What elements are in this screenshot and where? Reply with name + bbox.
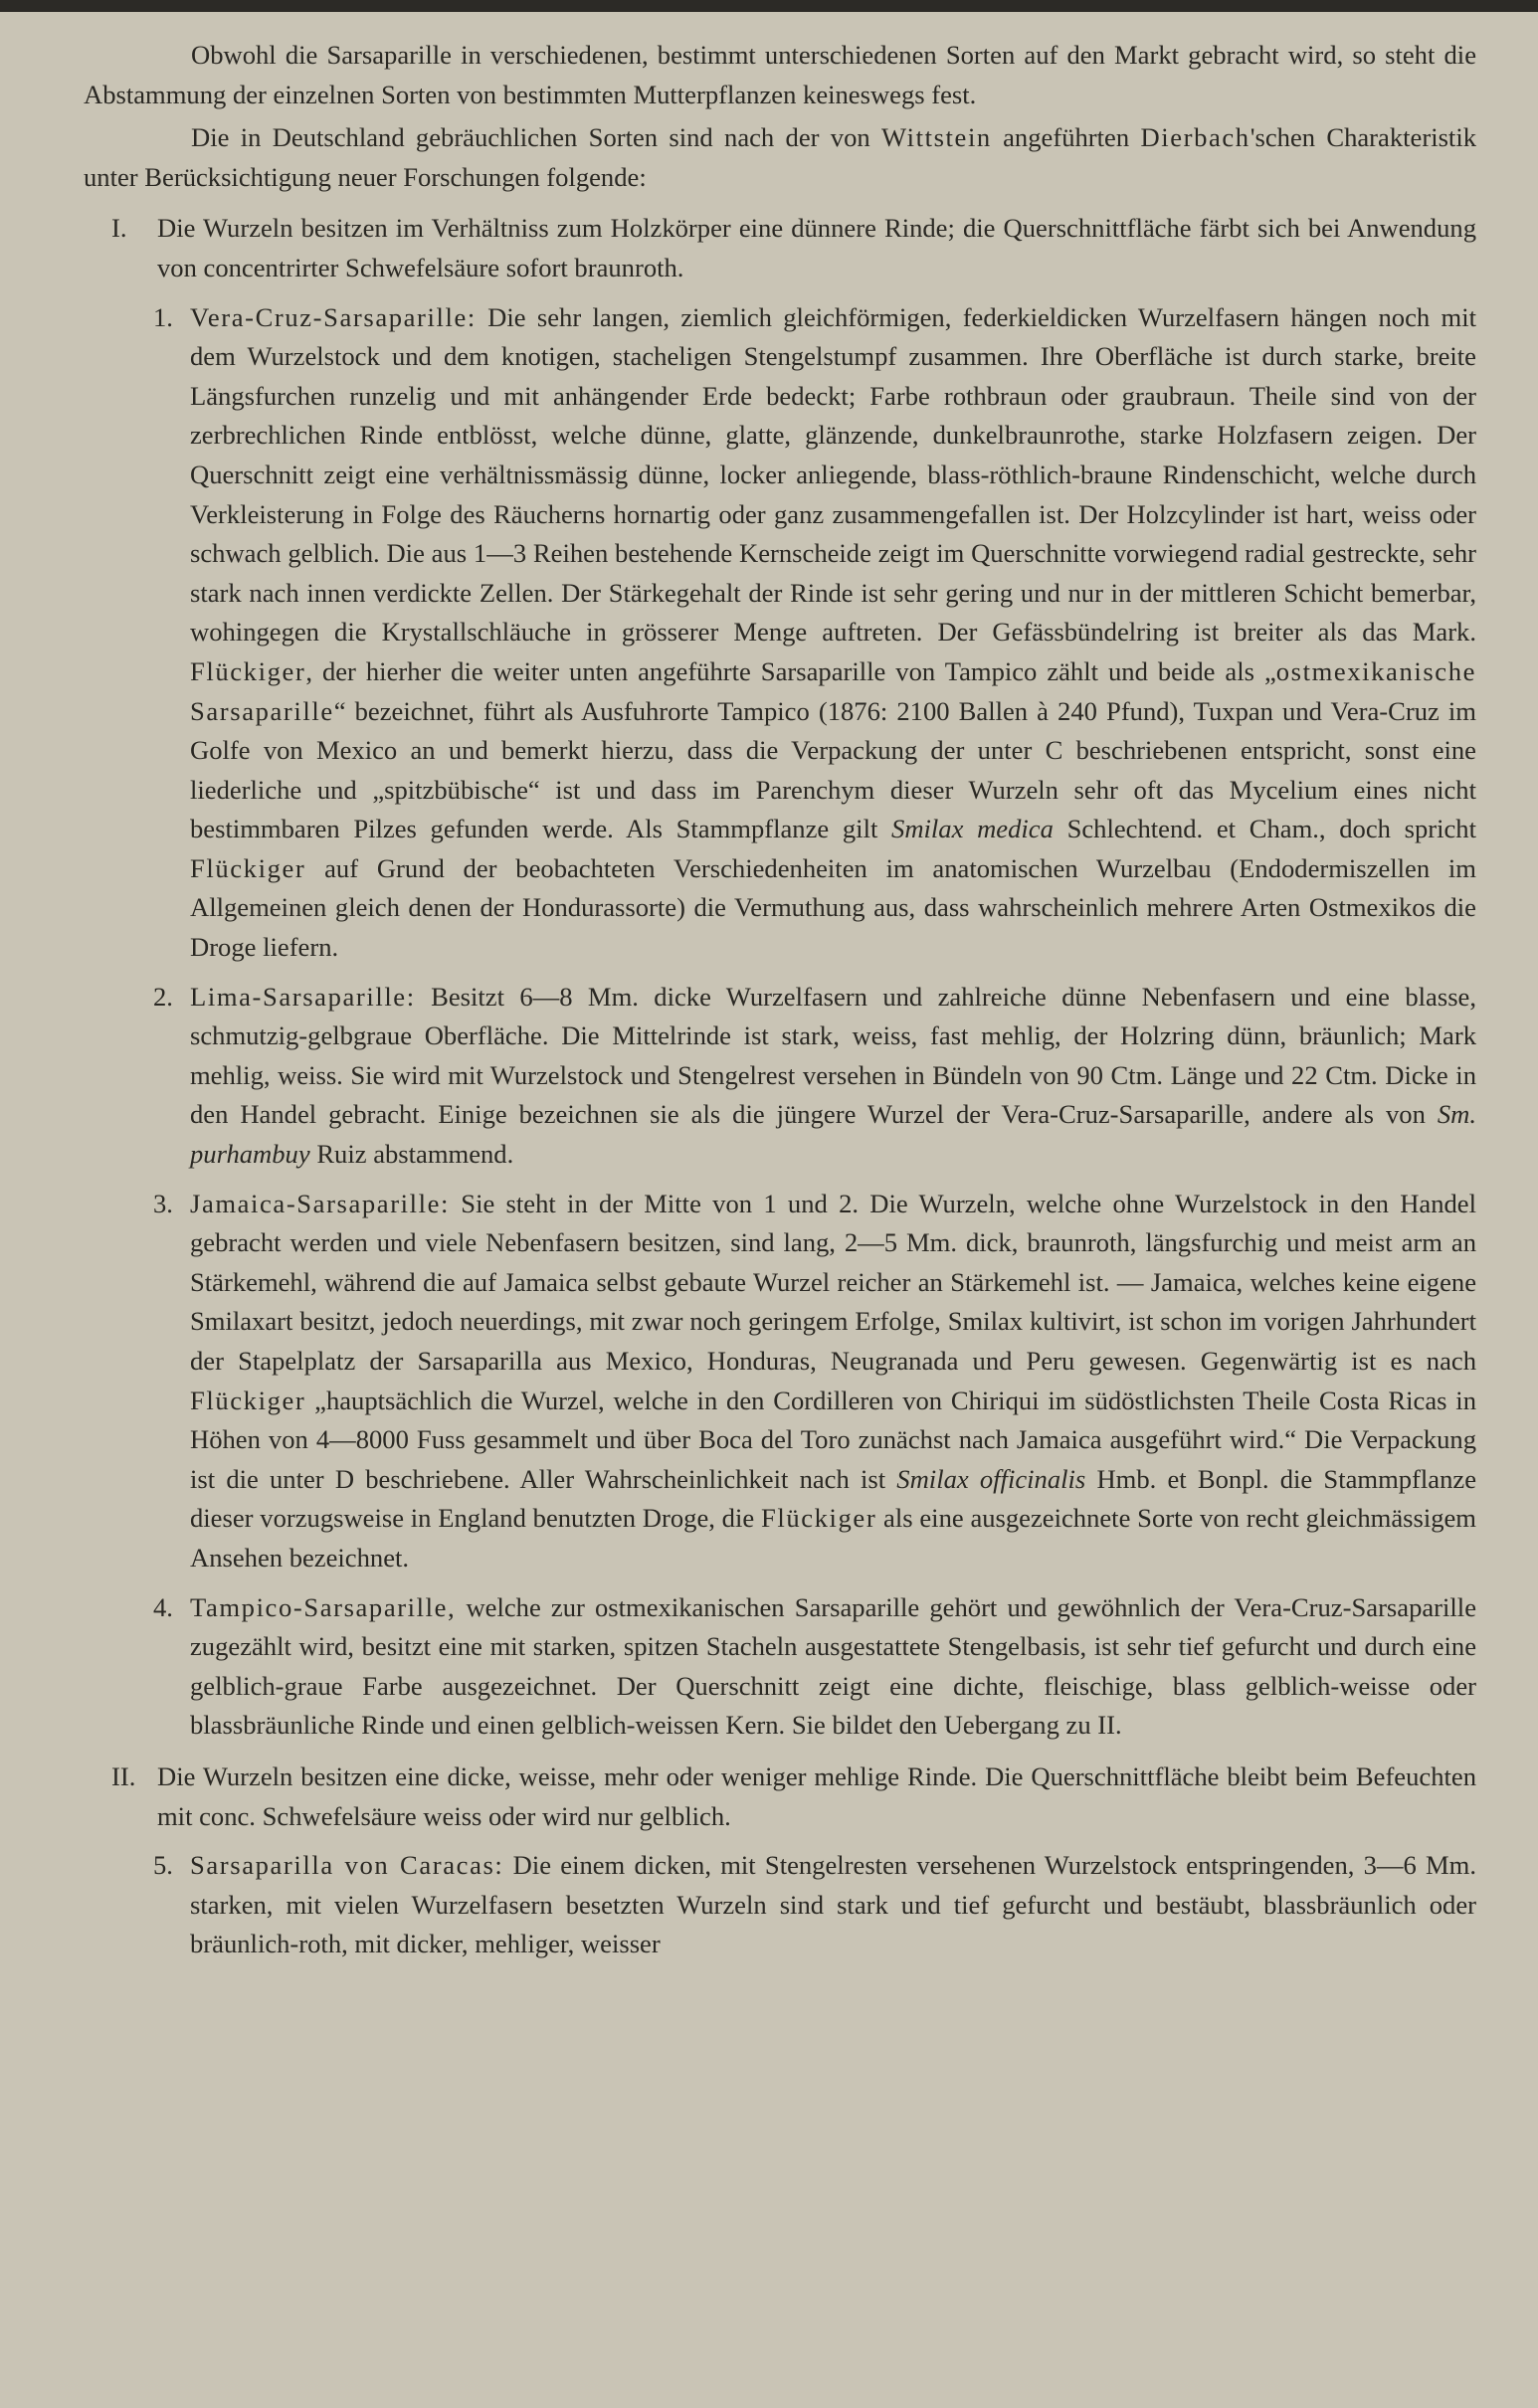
author-name: Flückiger	[190, 852, 306, 883]
page-text	[84, 36, 1476, 1964]
page-top-edge	[0, 0, 1538, 12]
species-name: Sm. purhambuy	[190, 1099, 1476, 1170]
item-number: 4.	[153, 1591, 173, 1622]
item-number: 2.	[153, 981, 173, 1012]
list-item: 3. Jamaica-Sarsaparille: Sie steht in der Mitte von 1 und 2. Die Wurzeln, welche ohne Wurzelstock in den Handel gebracht werden und viele Nebenfasern besitzen, sind lang, 2—5 Mm. dick, braunroth, längsfurchig und meist arm an Stärkemehl, während die auf Jamaica selbst gebaute Wurzel reicher an Stärkemehl ist. — Jamaica, welches keine eigene Smilaxart besitzt, jedoch neuerdings, mit zwar noch geringem Erfolge, Smilax kultivirt, ist schon im vorigen Jahrhundert der Stapelplatz der Sarsaparilla aus Mexico, Honduras, Neugranada und Peru gewesen. Gegenwärtig ist es nach Flückiger „hauptsächlich die Wurzel, welche in den Cordilleren von Chiriqui im südöstlichsten Theile Costa Ricas in Höhen von 4—8000 Fuss gesammelt und über Boca del Toro zunächst nach Jamaica ausgeführt wird.“ Die Verpackung ist die unter D beschriebene. Aller Wahrscheinlichkeit nach ist Smilax officinalis Hmb. et Bonpl. die Stammpflanze dieser vorzugsweise in England benutzten Droge, die Flückiger als eine ausgezeichnete Sorte von recht gleichmässigem Ansehen bezeichnet.	[84, 1185, 1476, 1578]
spaced-term: ostmexikanische Sarsaparille	[190, 655, 1476, 726]
paragraph-sorts: Die in Deutschland gebräuchlichen Sorten sind nach der von Wittstein angeführten Dierbach'schen Charakteristik unter Berücksichtigung neuer Forschungen folgende:	[84, 122, 1477, 192]
author-name: Dierbach	[1140, 122, 1250, 153]
species-name: Smilax officinalis	[896, 1463, 1086, 1494]
item-number: 1.	[153, 301, 173, 332]
list-item: 2. Lima-Sarsaparille: Besitzt 6—8 Mm. dicke Wurzelfasern und zahlreiche dünne Nebenfasern und eine blasse, schmutzig-gelbgraue Oberfläche. Die Mittelrinde ist stark, weiss, fast mehlig, der Holzring dünn, bräunlich; Mark mehlig, weiss. Sie wird mit Wurzelstock und Stengelrest versehen in Bündeln von 90 Ctm. Länge und 22 Ctm. Dicke in den Handel gebracht. Einige bezeichnen sie als die jüngere Wurzel der Vera-Cruz-Sarsaparille, andere als von Sm. purhambuy Ruiz abstammend.	[84, 978, 1476, 1175]
section-one: I. Die Wurzeln besitzen im Verhältniss zum Holzkörper eine dünnere Rinde; die Querschnittfläche färbt sich bei Anwendung von concentrirter Schwefelsäure sofort braunroth.	[84, 209, 1476, 287]
author-name: Wittstein	[881, 122, 992, 153]
item-title: Vera-Cruz-Sarsaparille:	[190, 301, 477, 332]
item-number: 3.	[153, 1188, 173, 1218]
paragraph-intro: Obwohl die Sarsaparille in verschiedenen, bestimmt unterschiedenen Sorten auf den Markt gebracht wird, so steht die Abstammung der einzelnen Sorten von bestimmten Mutterpflanzen keineswegs fest.	[84, 40, 1476, 109]
section-number: II.	[111, 1760, 136, 1791]
section-two: II. Die Wurzeln besitzen eine dicke, weisse, mehr oder weniger mehlige Rinde. Die Querschnittfläche bleibt beim Befeuchten mit conc. Schwefelsäure weiss oder wird nur gelblich.	[84, 1758, 1476, 1836]
item-number: 5.	[153, 1850, 173, 1881]
list-item: 5. Sarsaparilla von Caracas: Die einem dicken, mit Stengelresten versehenen Wurzelstock entspringenden, 3—6 Mm. starken, mit vielen Wurzelfasern besetzten Wurzeln sind stark und tief gefurcht und bestäubt, blassbräunlich oder bräunlich-roth, mit dicker, mehliger, weisser	[84, 1846, 1476, 1964]
section-number: I.	[111, 213, 127, 244]
item-title: Tampico-Sarsaparille,	[190, 1591, 457, 1622]
author-name: Flückiger	[760, 1503, 877, 1534]
item-title: Lima-Sarsaparille:	[190, 981, 416, 1012]
author-name: Flückiger	[190, 1385, 306, 1415]
item-title: Jamaica-Sarsaparille:	[190, 1188, 451, 1218]
species-name: Smilax medica	[891, 814, 1054, 844]
author-name: Flückiger	[190, 655, 306, 686]
list-item: 1. Vera-Cruz-Sarsaparille: Die sehr langen, ziemlich gleichförmigen, federkieldicken Wurzelfasern hängen noch mit dem Wurzelstock und dem knotigen, stacheligen Stengelstumpf zusammen. Ihre Oberfläche ist durch starke, breite Längsfurchen runzelig und mit anhängender Erde bedeckt; Farbe rothbraun oder graubraun. Theile sind von der zerbrechlichen Rinde entblösst, welche dünne, glatte, glänzende, dunkelbraunrothe, starke Holzfasern zeigen. Der Querschnitt zeigt eine verhältnissmässig dünne, locker anliegende, blass-röthlich-braune Rindenschicht, welche durch Verkleisterung in Folge des Räucherns hornartig oder ganz zusammengefallen ist. Der Holzcylinder ist hart, weiss oder schwach gelblich. Die aus 1—3 Reihen bestehende Kernscheide zeigt im Querschnitte vorwiegend radial gestreckte, sehr stark nach innen verdickte Zellen. Der Stärkegehalt der Rinde ist sehr gering und nur in der mittleren Schicht bemerbar, wohingegen die Krystallschläuche in grösserer Menge auftreten. Der Gefässbündelring ist breiter als das Mark. Flückiger, der hierher die weiter unten angeführte Sarsaparille von Tampico zählt und beide als „ostmexikanische Sarsaparille“ bezeichnet, führt als Ausfuhrorte Tampico (1876: 2100 Ballen à 240 Pfund), Tuxpan und Vera-Cruz im Golfe von Mexico an und bemerkt hierzu, dass die Verpackung der unter C beschriebenen entspricht, sonst eine liederliche und „spitzbübische“ ist und dass im Parenchym dieser Wurzeln sehr oft das Mycelium eines nicht bestimmbaren Pilzes gefunden werde. Als Stammpflanze gilt Smilax medica Schlechtend. et Cham., doch spricht Flückiger auf Grund der beobachteten Verschiedenheiten im anatomischen Wurzelbau (Endodermiszellen im Allgemeinen gleich denen der Hondurassorte) die Vermuthung aus, dass wahrscheinlich mehrere Arten Ostmexikos die Droge liefern.	[84, 298, 1476, 968]
item-title: Sarsaparilla von Caracas:	[190, 1850, 504, 1881]
list-item: 4. Tampico-Sarsaparille, welche zur ostmexikanischen Sarsaparille gehört und gewöhnlich der Vera-Cruz-Sarsaparille zugezählt wird, besitzt eine mit starken, spitzen Stacheln ausgestattete Stengelbasis, ist sehr tief gefurcht und durch eine gelblich-graue Farbe ausgezeichnet. Der Querschnitt zeigt eine dichte, fleischige, blass gelblich-weisse oder blassbräunliche Rinde und einen gelblich-weissen Kern. Sie bildet den Uebergang zu II.	[84, 1588, 1476, 1746]
